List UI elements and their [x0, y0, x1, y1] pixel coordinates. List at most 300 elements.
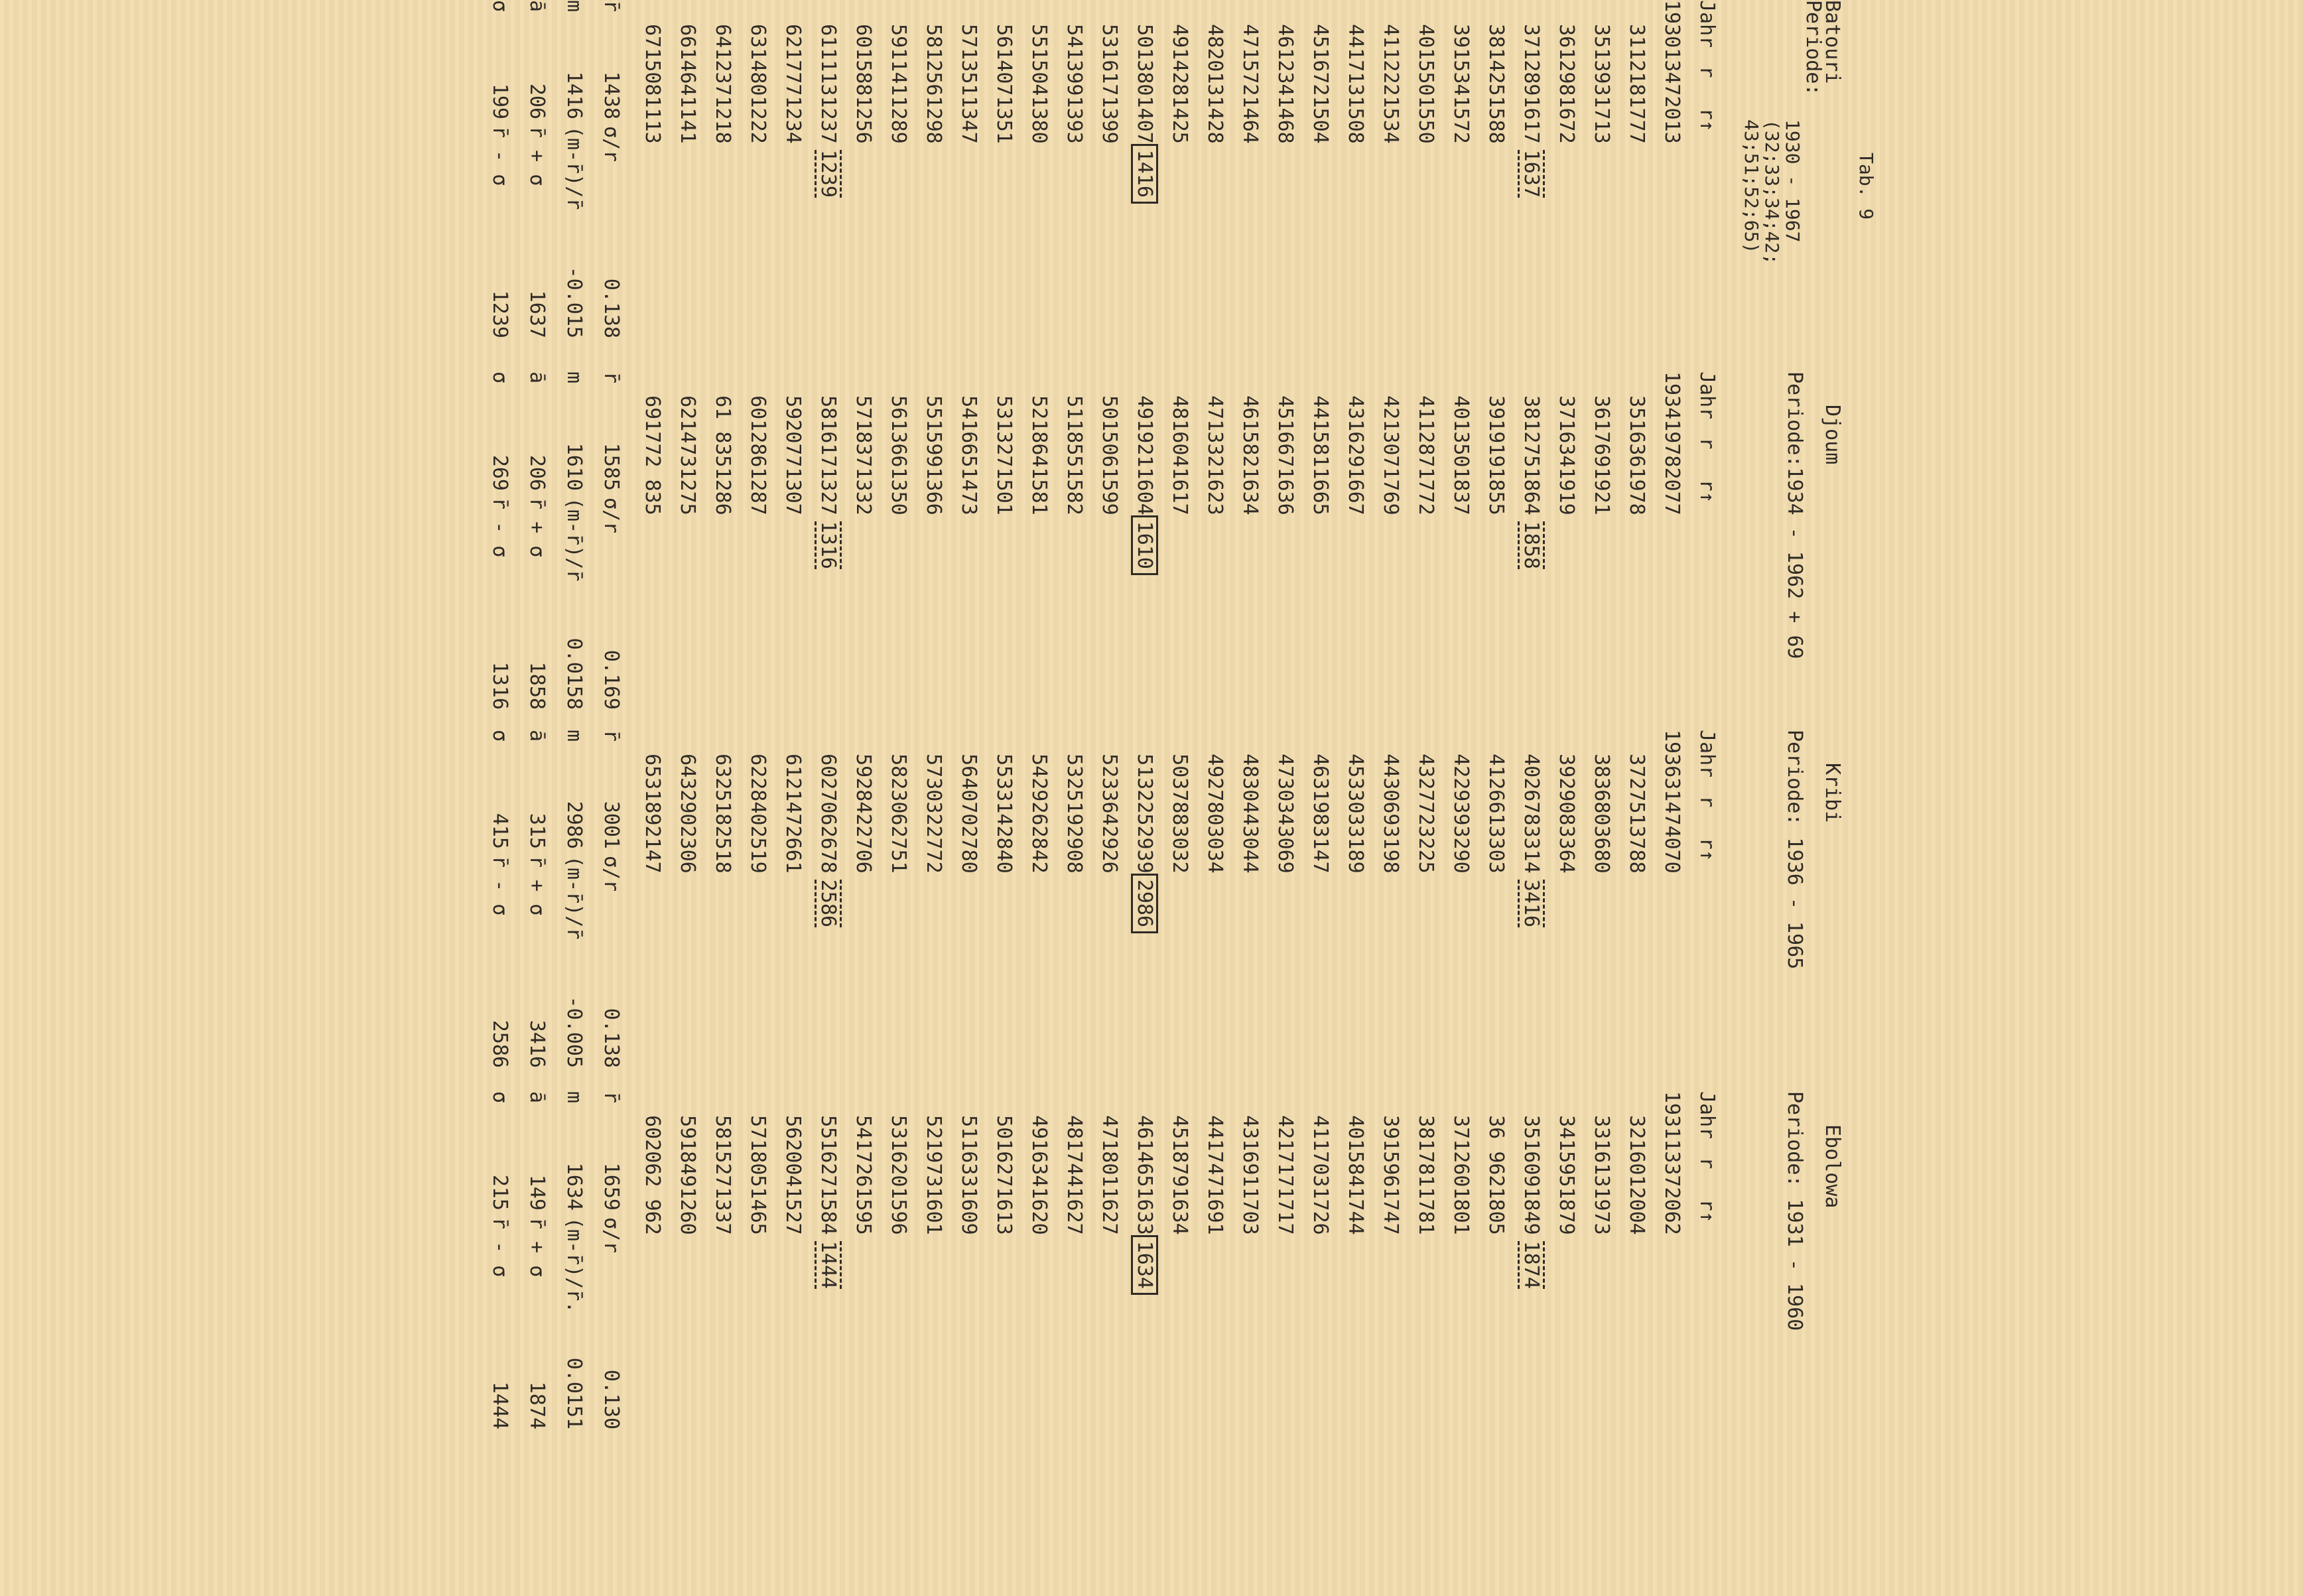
r-sorted-cell: 1617 — [1168, 467, 1191, 515]
r-cell: 3290 — [676, 777, 699, 826]
periode-text: Periode:1934 - 1962 + 69 — [1783, 371, 1806, 659]
table-row — [1373, 371, 1408, 575]
r-cell: 1599 — [922, 419, 945, 468]
marker-cell — [1584, 1235, 1619, 1295]
table-row — [1443, 0, 1479, 204]
r-cell: 1527 — [711, 1139, 734, 1187]
table-row — [740, 0, 775, 204]
table-row — [1021, 0, 1057, 204]
r-cell: 1672 — [1309, 48, 1332, 96]
r-sorted-cell: 835 — [641, 479, 664, 515]
r-cell: 1351 — [957, 48, 980, 96]
marker-column-header — [1689, 1235, 1725, 1295]
r-sorted-cell: 1769 — [1379, 467, 1402, 515]
table-row — [1162, 371, 1197, 575]
median-box: 2986 — [1131, 874, 1158, 933]
table-row — [1654, 730, 1689, 933]
stat-value-2: 1444 — [488, 1381, 511, 1430]
r-sorted-cell: 2519 — [746, 825, 769, 874]
marker-cell — [1092, 144, 1127, 204]
marker-cell — [986, 144, 1021, 204]
year-cell: 55 — [992, 754, 1016, 778]
year-cell: 45 — [1274, 395, 1297, 420]
sigma-marker: 1239 — [815, 150, 842, 198]
year-cell: 39 — [1379, 1115, 1402, 1140]
stat-label: r̄ + σ — [525, 1217, 549, 1278]
marker-cell — [951, 1235, 986, 1295]
table-row — [635, 371, 670, 575]
year-cell: 56 — [992, 24, 1016, 48]
marker-cell — [1514, 144, 1549, 204]
year-cell: 52 — [1027, 395, 1051, 420]
marker-cell — [1584, 515, 1619, 575]
r-sorted-cell: 1634 — [1168, 1187, 1191, 1235]
table-row — [1584, 1091, 1619, 1295]
marker-cell — [705, 1235, 740, 1295]
r-sorted-cell: 3788 — [1625, 825, 1648, 874]
r-cell: 1747 — [1203, 1139, 1226, 1187]
marker-cell — [1408, 144, 1443, 204]
stat-value: 149 — [525, 1174, 549, 1211]
stat-symbol: ā — [525, 1091, 549, 1104]
r-cell: 1337 — [1660, 1139, 1683, 1187]
rainfall-table — [635, 371, 1725, 575]
r-cell: 1504 — [1027, 48, 1051, 96]
table-row — [635, 0, 670, 204]
r-cell: 2147 — [781, 777, 805, 826]
marker-cell — [1162, 874, 1197, 933]
marker-cell — [1232, 515, 1268, 575]
r-sorted-cell: 1805 — [1484, 1187, 1508, 1235]
stat-row — [586, 730, 623, 1068]
r-sorted-cell: 1347 — [957, 96, 980, 144]
year-cell: 56 — [781, 1115, 805, 1140]
marker-cell — [951, 515, 986, 575]
r-cell: 1772 — [641, 419, 664, 468]
r-sorted-cell: 3044 — [1238, 825, 1262, 874]
stat-value: 3001 — [600, 801, 623, 849]
table-row — [1303, 371, 1338, 575]
marker-cell — [1232, 874, 1268, 933]
r-cell: 1141 — [887, 48, 910, 96]
marker-cell — [1338, 515, 1373, 575]
r-sorted-cell: 1620 — [1027, 1187, 1051, 1235]
r-cell: 2939 — [1449, 777, 1473, 826]
table-row — [1127, 730, 1162, 933]
periode-text: Periode: 1936 - 1965 — [1783, 730, 1806, 970]
r-sorted-cell: 1113 — [641, 96, 664, 144]
marker-cell — [1197, 1235, 1232, 1295]
r-sorted-cell: 2772 — [922, 825, 945, 874]
year-cell: 60 — [746, 395, 769, 420]
marker-cell — [1654, 874, 1689, 933]
r-cell: 1480 — [746, 48, 769, 96]
year-cell: 39 — [1484, 395, 1508, 420]
marker-cell — [740, 874, 775, 933]
year-cell: 49 — [1168, 24, 1191, 48]
r-cell: 1921 — [1133, 419, 1156, 468]
marker-cell — [1127, 874, 1162, 933]
table-number: Tab. 9 — [1855, 153, 1877, 220]
table-row — [1619, 1091, 1654, 1295]
table-row — [705, 730, 740, 933]
r-cell: 1919 — [1484, 419, 1508, 468]
table-row — [705, 1091, 740, 1295]
r-sorted-cell: 1287 — [746, 467, 769, 515]
stat-label: r̄ + σ — [525, 498, 549, 558]
r-sorted-cell: 1275 — [676, 467, 699, 515]
r-cell: 1256 — [922, 48, 945, 96]
table-row — [1057, 1091, 1092, 1295]
r-cell: 1534 — [1449, 48, 1473, 96]
r-sorted-cell: 2004 — [1625, 1187, 1648, 1235]
year-cell: 54 — [1027, 754, 1051, 778]
table-row — [916, 1091, 951, 1295]
marker-cell — [705, 515, 740, 575]
stat-value: 1438 — [600, 71, 623, 119]
stat-value-2: 1316 — [488, 661, 511, 710]
year-cell: 49 — [1133, 395, 1156, 420]
stat-value-2: 1239 — [488, 290, 511, 338]
r-cell: 1237 — [711, 48, 734, 96]
marker-cell — [1654, 144, 1689, 204]
marker-cell — [1021, 1235, 1057, 1295]
table-row — [811, 0, 846, 204]
year-cell: 43 — [1238, 1115, 1262, 1140]
table-row — [1092, 0, 1127, 204]
r-sorted-cell: 1667 — [1344, 467, 1367, 515]
table-row — [1373, 0, 1408, 204]
year-cell: 37 — [1449, 1115, 1473, 1140]
stat-row — [474, 371, 511, 710]
r-cell: 1222 — [1379, 48, 1402, 96]
periode-text: Periode: — [1802, 0, 1825, 96]
year-cell: 44 — [1309, 395, 1332, 420]
stat-value: 269 — [488, 454, 511, 491]
stat-symbol: r̄ — [600, 730, 623, 742]
marker-cell — [811, 1235, 846, 1295]
r-sorted-cell: 1584 — [817, 1187, 840, 1235]
r-sorted-cell: 1777 — [1625, 96, 1648, 144]
marker-cell — [986, 874, 1021, 933]
table-row — [1654, 1091, 1689, 1295]
r-cell: 3032 — [922, 777, 945, 826]
r-sorted-cell: 2908 — [1063, 825, 1086, 874]
stat-symbol: ā — [525, 730, 549, 742]
column-header: Jahr — [1695, 0, 1719, 48]
table-row — [1584, 0, 1619, 204]
station-name: Ebolowa — [1821, 1124, 1844, 1209]
year-cell: 58 — [887, 754, 910, 778]
r-sorted-cell: 1634 — [1238, 467, 1262, 515]
year-cell: 62 — [781, 24, 805, 48]
year-cell: 60 — [852, 24, 875, 48]
marker-cell — [1127, 515, 1162, 575]
table-row — [775, 730, 811, 933]
r-sorted-cell: 1256 — [852, 96, 875, 144]
sigma-marker: 1316 — [815, 521, 842, 569]
table-row — [670, 371, 705, 575]
r-cell: 2772 — [1414, 777, 1437, 826]
table-row — [1654, 0, 1689, 204]
marker-cell — [1268, 515, 1303, 575]
periode-label — [1784, 1091, 1806, 1331]
r-cell: 962 — [1484, 1151, 1508, 1187]
year-cell: 45 — [1344, 754, 1367, 778]
r-sorted-cell: 2840 — [992, 825, 1016, 874]
table-row — [1268, 0, 1303, 204]
r-sorted-cell: 1527 — [781, 1187, 805, 1235]
r-sorted-cell: 3147 — [1309, 825, 1332, 874]
year-cell: 49 — [1203, 754, 1226, 778]
marker-cell — [881, 515, 916, 575]
r-cell: 1234 — [1274, 48, 1297, 96]
stat-label: (m-r̄)/r̄ — [562, 498, 586, 582]
year-cell: 64 — [676, 754, 699, 778]
marker-cell — [670, 144, 705, 204]
statistics-summary — [474, 371, 623, 710]
r-sorted-cell: 1717 — [1274, 1187, 1297, 1235]
r-cell: 1428 — [1168, 48, 1191, 96]
r-sorted-cell: 1691 — [1203, 1187, 1226, 1235]
r-sorted-cell: 3069 — [1274, 825, 1297, 874]
r-cell: 1634 — [1555, 419, 1578, 468]
r-cell: 1717 — [1274, 1139, 1297, 1187]
table-row — [670, 730, 705, 933]
marker-cell — [1408, 515, 1443, 575]
marker-cell — [1619, 1235, 1654, 1295]
year-cell: 55 — [1027, 24, 1051, 48]
table-row — [951, 0, 986, 204]
marker-cell — [916, 1235, 951, 1295]
column-header: r — [1695, 1157, 1719, 1169]
table-row — [1057, 730, 1092, 933]
r-sorted-cell: 1919 — [1555, 467, 1578, 515]
table-row — [916, 371, 951, 575]
r-cell: 2306 — [887, 777, 910, 826]
r-sorted-cell: 1222 — [746, 96, 769, 144]
r-cell: 1629 — [1344, 419, 1367, 468]
r-sorted-cell: 1665 — [1309, 467, 1332, 515]
r-sorted-cell: 1582 — [1063, 467, 1086, 515]
r-sorted-cell: 1307 — [781, 467, 805, 515]
r-sorted-cell: 2147 — [641, 825, 664, 874]
r-cell: 3044 — [1238, 777, 1262, 826]
r-sorted-cell: 2751 — [887, 825, 910, 874]
r-sorted-cell: 1425 — [1168, 96, 1191, 144]
r-cell: 1347 — [1660, 48, 1683, 96]
r-cell: 3189 — [641, 777, 664, 826]
table-row — [951, 371, 986, 575]
r-sorted-cell: 1504 — [1309, 96, 1332, 144]
column-header: Jahr — [1695, 371, 1719, 420]
stat-row — [511, 730, 549, 1068]
marker-cell — [1127, 144, 1162, 204]
r-sorted-cell: 1636 — [1274, 467, 1297, 515]
marker-cell — [1408, 874, 1443, 933]
r-sorted-cell: 4070 — [1660, 825, 1683, 874]
table-row — [1092, 371, 1127, 575]
table-row — [1373, 730, 1408, 933]
r-cell: 3303 — [1344, 777, 1367, 826]
year-cell: 67 — [641, 24, 664, 48]
stat-symbol: r̄ — [600, 0, 623, 13]
marker-cell — [1338, 1235, 1373, 1295]
year-cell: 38 — [1484, 24, 1508, 48]
year-cell: 53 — [992, 395, 1016, 420]
r-sorted-cell: 2661 — [781, 825, 805, 874]
marker-cell — [1057, 144, 1092, 204]
r-cell: 3069 — [1379, 777, 1402, 826]
table-header-row — [1689, 730, 1725, 933]
r-cell: 1726 — [852, 1139, 875, 1187]
year-cell: 54 — [1063, 24, 1086, 48]
year-cell: 40 — [1414, 24, 1437, 48]
table-row — [811, 1091, 846, 1295]
table-row — [881, 1091, 916, 1295]
marker-cell — [705, 874, 740, 933]
year-cell: 53 — [1063, 754, 1086, 778]
table-row — [1268, 371, 1303, 575]
station-name: Djoum — [1821, 405, 1844, 465]
year-cell: 1930 — [1660, 0, 1683, 48]
marker-cell — [1268, 1235, 1303, 1295]
marker-cell — [1162, 1235, 1197, 1295]
r-cell: 1879 — [1168, 1139, 1191, 1187]
table-row — [1303, 0, 1338, 204]
median-box: 1416 — [1131, 144, 1158, 204]
table-row — [1021, 730, 1057, 933]
sigma-marker: 1637 — [1518, 150, 1545, 198]
table-row — [740, 371, 775, 575]
r-sorted-cell: 1595 — [852, 1187, 875, 1235]
r-sorted-cell: 1781 — [1414, 1187, 1437, 1235]
marker-cell — [1092, 515, 1127, 575]
table-row — [1021, 371, 1057, 575]
stat-symbol: σ — [488, 0, 511, 13]
table-header-row — [1689, 1091, 1725, 1295]
r-cell: 3147 — [1660, 777, 1683, 826]
year-cell: 48 — [1168, 395, 1191, 420]
year-cell: 44 — [1203, 1115, 1226, 1140]
year-cell: 57 — [746, 1115, 769, 1140]
stat-value-2: 0.0151 — [562, 1357, 586, 1430]
marker-cell — [1268, 144, 1303, 204]
marker-cell — [670, 874, 705, 933]
r-cell: 1691 — [1238, 1139, 1262, 1187]
year-cell: 61 — [711, 395, 734, 420]
r-cell: 1473 — [676, 419, 699, 468]
table-row — [846, 0, 881, 204]
table-row — [916, 0, 951, 204]
r-sorted-cell: 1744 — [1344, 1187, 1367, 1235]
r-sorted-cell: 1921 — [1590, 467, 1613, 515]
r-sorted-cell: 1332 — [852, 467, 875, 515]
periode-label — [1784, 371, 1806, 659]
marker-cell — [1162, 144, 1197, 204]
r-sorted-cell: 3189 — [1344, 825, 1367, 874]
year-cell: 1931 — [1660, 1091, 1683, 1140]
r-sorted-cell: 1141 — [676, 96, 699, 144]
r-cell: 2013 — [1203, 48, 1226, 96]
r-sorted-cell: 1627 — [1098, 1187, 1121, 1235]
table-row — [1479, 1091, 1514, 1295]
table-row — [1549, 730, 1584, 933]
r-cell: 1508 — [641, 48, 664, 96]
marker-cell — [1373, 515, 1408, 575]
table-row — [1443, 371, 1479, 575]
table-row — [1303, 730, 1338, 933]
r-sorted-cell: 3314 — [1520, 825, 1543, 874]
r-cell: 1550 — [1414, 48, 1437, 96]
r-cell: 1350 — [1449, 419, 1473, 468]
r-cell: 1604 — [1168, 419, 1191, 468]
r-sorted-cell: 1350 — [887, 467, 910, 515]
table-row — [986, 730, 1021, 933]
table-row — [881, 0, 916, 204]
r-cell: 1260 — [1449, 1139, 1473, 1187]
r-cell: 3198 — [1309, 777, 1332, 826]
table-row — [881, 730, 916, 933]
year-cell: 42 — [1449, 754, 1473, 778]
marker-cell — [1514, 1235, 1549, 1295]
r-cell: 1801 — [1098, 1139, 1121, 1187]
r-sorted-cell: 1633 — [1133, 1187, 1156, 1235]
r-sorted-cell: 2780 — [957, 825, 980, 874]
r-cell: 1332 — [1203, 419, 1226, 468]
table-row — [1092, 1091, 1127, 1295]
r-cell: 1973 — [922, 1139, 945, 1187]
sigma-marker: 1444 — [815, 1241, 842, 1289]
stat-row — [549, 730, 586, 1068]
marker-cell — [1232, 1235, 1268, 1295]
stat-value-2: 1637 — [525, 290, 549, 338]
r-sorted-cell: 1588 — [1484, 96, 1508, 144]
year-cell: 59 — [852, 754, 875, 778]
r-cell: 3364 — [1098, 777, 1121, 826]
r-cell: 1218 — [1625, 48, 1648, 96]
stat-symbol: m — [562, 1091, 586, 1104]
year-cell: 55 — [817, 1115, 840, 1140]
stat-symbol: σ — [488, 371, 511, 384]
r-cell: 1609 — [1520, 1139, 1543, 1187]
year-cell: 38 — [1520, 395, 1543, 420]
year-cell: 62 — [676, 395, 699, 420]
year-cell: 50 — [1133, 24, 1156, 48]
r-cell: 1380 — [1133, 48, 1156, 96]
column-header: r↑ — [1695, 107, 1719, 132]
r-cell: 2518 — [711, 777, 734, 826]
r-sorted-cell: 2842 — [1027, 825, 1051, 874]
year-cell: 36 — [1484, 1115, 1508, 1140]
r-sorted-cell: 1380 — [1027, 96, 1051, 144]
marker-column-header — [1689, 874, 1725, 933]
table-row — [775, 0, 811, 204]
year-cell: 53 — [1098, 24, 1121, 48]
year-cell: 56 — [887, 395, 910, 420]
table-row — [1479, 0, 1514, 204]
stat-label: r̄ + σ — [525, 856, 549, 916]
r-sorted-cell: 1407 — [1133, 96, 1156, 144]
r-sorted-cell: 1837 — [1449, 467, 1473, 515]
marker-cell — [775, 1235, 811, 1295]
sigma-marker: 1858 — [1518, 521, 1545, 569]
r-cell: 2751 — [1625, 777, 1648, 826]
stat-label: σ/r — [600, 126, 623, 163]
table-row — [1479, 730, 1514, 933]
year-cell: 63 — [746, 24, 769, 48]
r-cell: 1769 — [1590, 419, 1613, 468]
